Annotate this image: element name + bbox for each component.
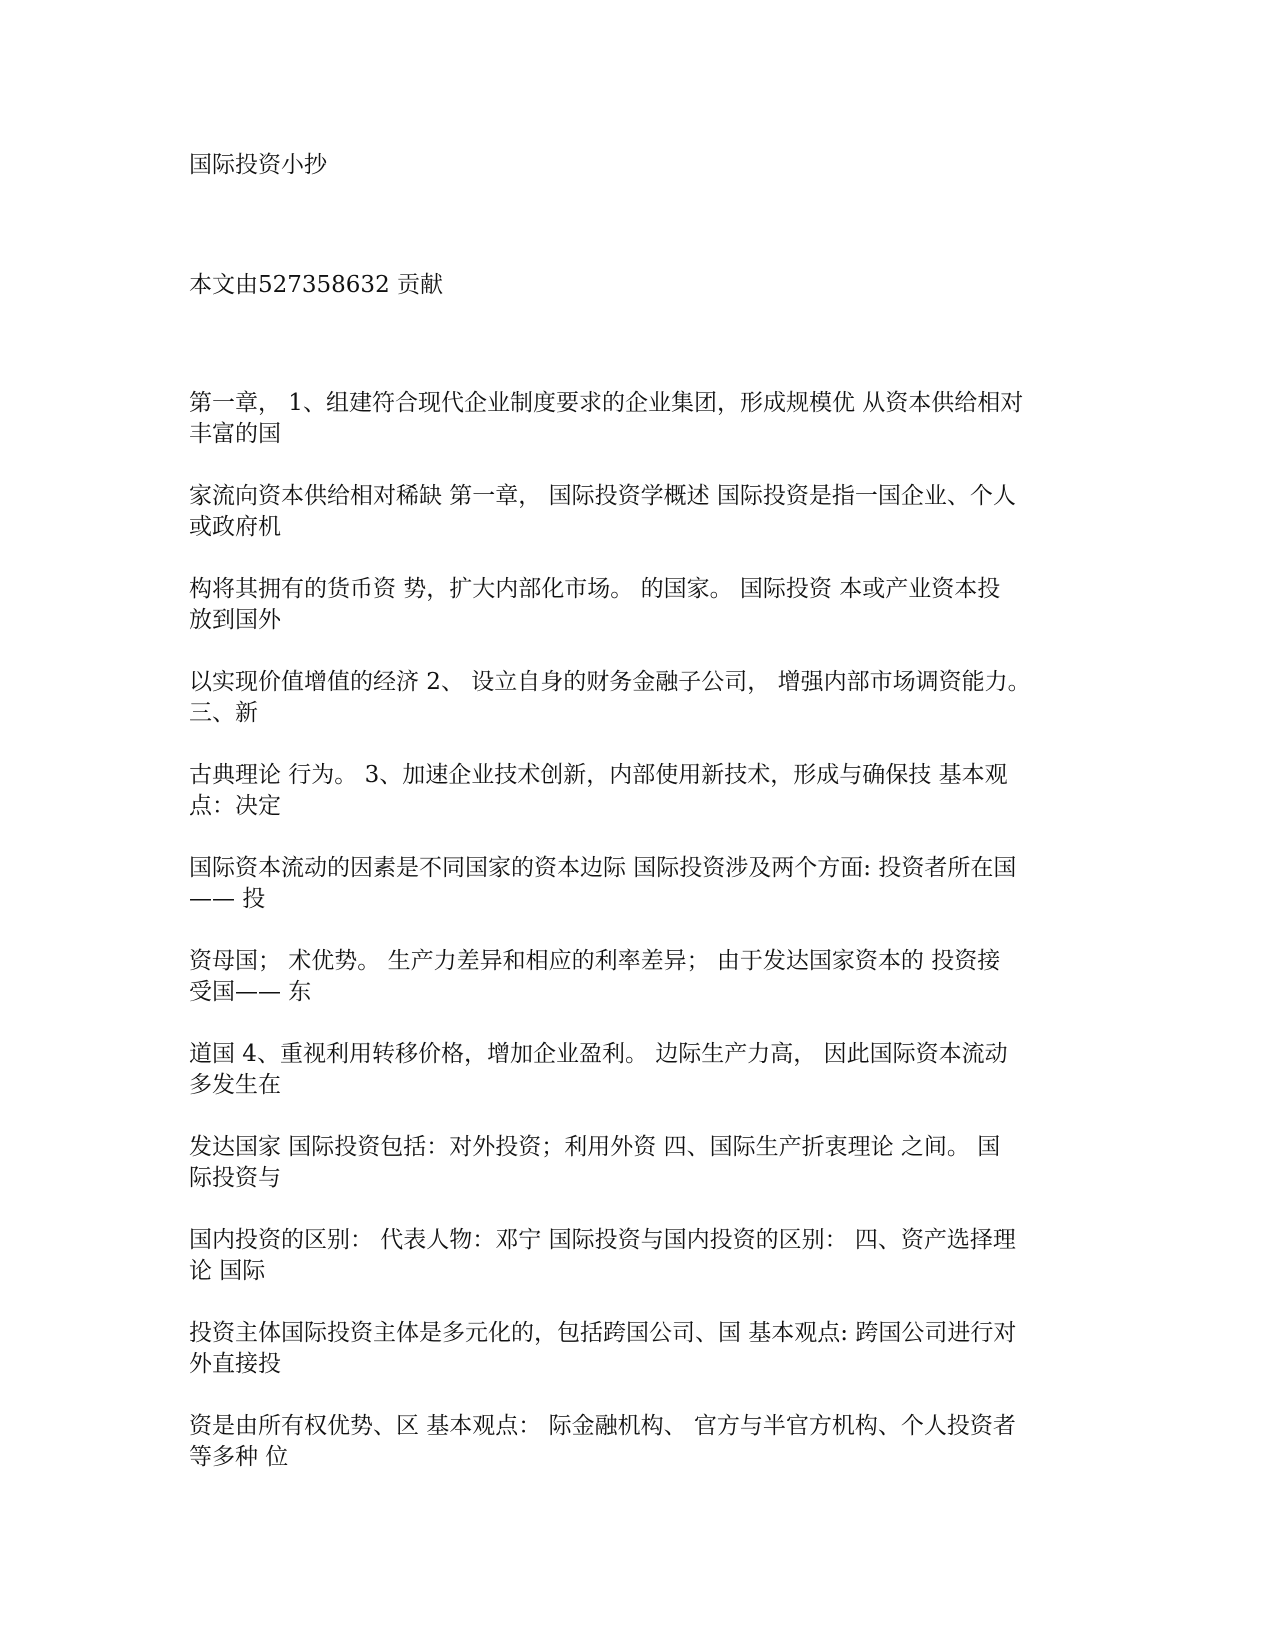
body-paragraph — [189, 481, 1016, 543]
paragraph-line: 际投资与 — [189, 1165, 281, 1191]
body-paragraph — [189, 1225, 1016, 1287]
paragraph-line: 第一章， 1、组建符合现代企业制度要求的企业集团，形成规模优 从资本供给相对 — [189, 390, 1024, 416]
paragraph-line: 家流向资本供给相对稀缺 第一章， 国际投资学概述 国际投资是指一国企业、个人 — [189, 483, 1016, 509]
paragraph-line: 投资主体国际投资主体是多元化的，包括跨国公司、国 基本观点: 跨国公司进行对 — [189, 1320, 1017, 1346]
body-paragraph — [189, 1132, 1000, 1194]
paragraph-line: 国内投资的区别： 代表人物：邓宁 国际投资与国内投资的区别： 四、资产选择理 — [189, 1227, 1016, 1253]
paragraph-line: 点：决定 — [189, 793, 281, 819]
paragraph-line: —— 投 — [189, 886, 266, 912]
paragraph-line: 资母国； 术优势。 生产力差异和相应的利率差异； 由于发达国家资本的 投资接 — [189, 948, 1001, 974]
body-paragraph — [189, 760, 1008, 822]
paragraph-line: 放到国外 — [189, 607, 281, 633]
body-paragraph — [189, 667, 1031, 729]
paragraph-line: 以实现价值增值的经济 2、 设立自身的财务金融子公司， 增强内部市场调资能力。 — [189, 669, 1031, 695]
paragraph-line: 构将其拥有的货币资 势，扩大内部化市场。 的国家。 国际投资 本或产业资本投 — [189, 576, 1001, 602]
contributor-line: 本文由527358632 贡献 — [189, 272, 444, 298]
paragraph-line: 古典理论 行为。 3、加速企业技术创新，内部使用新技术，形成与确保技 基本观 — [189, 762, 1008, 788]
body-paragraph — [189, 853, 1016, 915]
paragraph-line: 外直接投 — [189, 1351, 281, 1377]
body-paragraph — [189, 1411, 1016, 1473]
paragraph-line: 发达国家 国际投资包括：对外投资；利用外资 四、国际生产折衷理论 之间。 国 — [189, 1134, 1001, 1160]
body-paragraph — [189, 1039, 1008, 1101]
body-paragraph — [189, 946, 1000, 1008]
paragraph-line: 论 国际 — [189, 1258, 266, 1284]
body-paragraph — [189, 1318, 1016, 1380]
paragraph-line: 国际资本流动的因素是不同国家的资本边际 国际投资涉及两个方面: 投资者所在国 — [189, 855, 1017, 881]
paragraph-line: 丰富的国 — [189, 421, 281, 447]
paragraph-line: 道国 4、重视利用转移价格，增加企业盈利。 边际生产力高， 因此国际资本流动 — [189, 1041, 1008, 1067]
body-paragraph — [189, 574, 1000, 636]
paragraph-line: 三、新 — [189, 700, 258, 726]
paragraph-line: 资是由所有权优势、区 基本观点： 际金融机构、 官方与半官方机构、个人投资者 — [189, 1413, 1016, 1439]
paragraph-line: 等多种 位 — [189, 1444, 289, 1470]
paragraph-line: 多发生在 — [189, 1072, 281, 1098]
paragraph-line: 或政府机 — [189, 514, 281, 540]
document-title: 国际投资小抄 — [189, 152, 327, 178]
paragraph-line: 受国—— 东 — [189, 979, 312, 1005]
body-paragraph — [189, 388, 1023, 450]
